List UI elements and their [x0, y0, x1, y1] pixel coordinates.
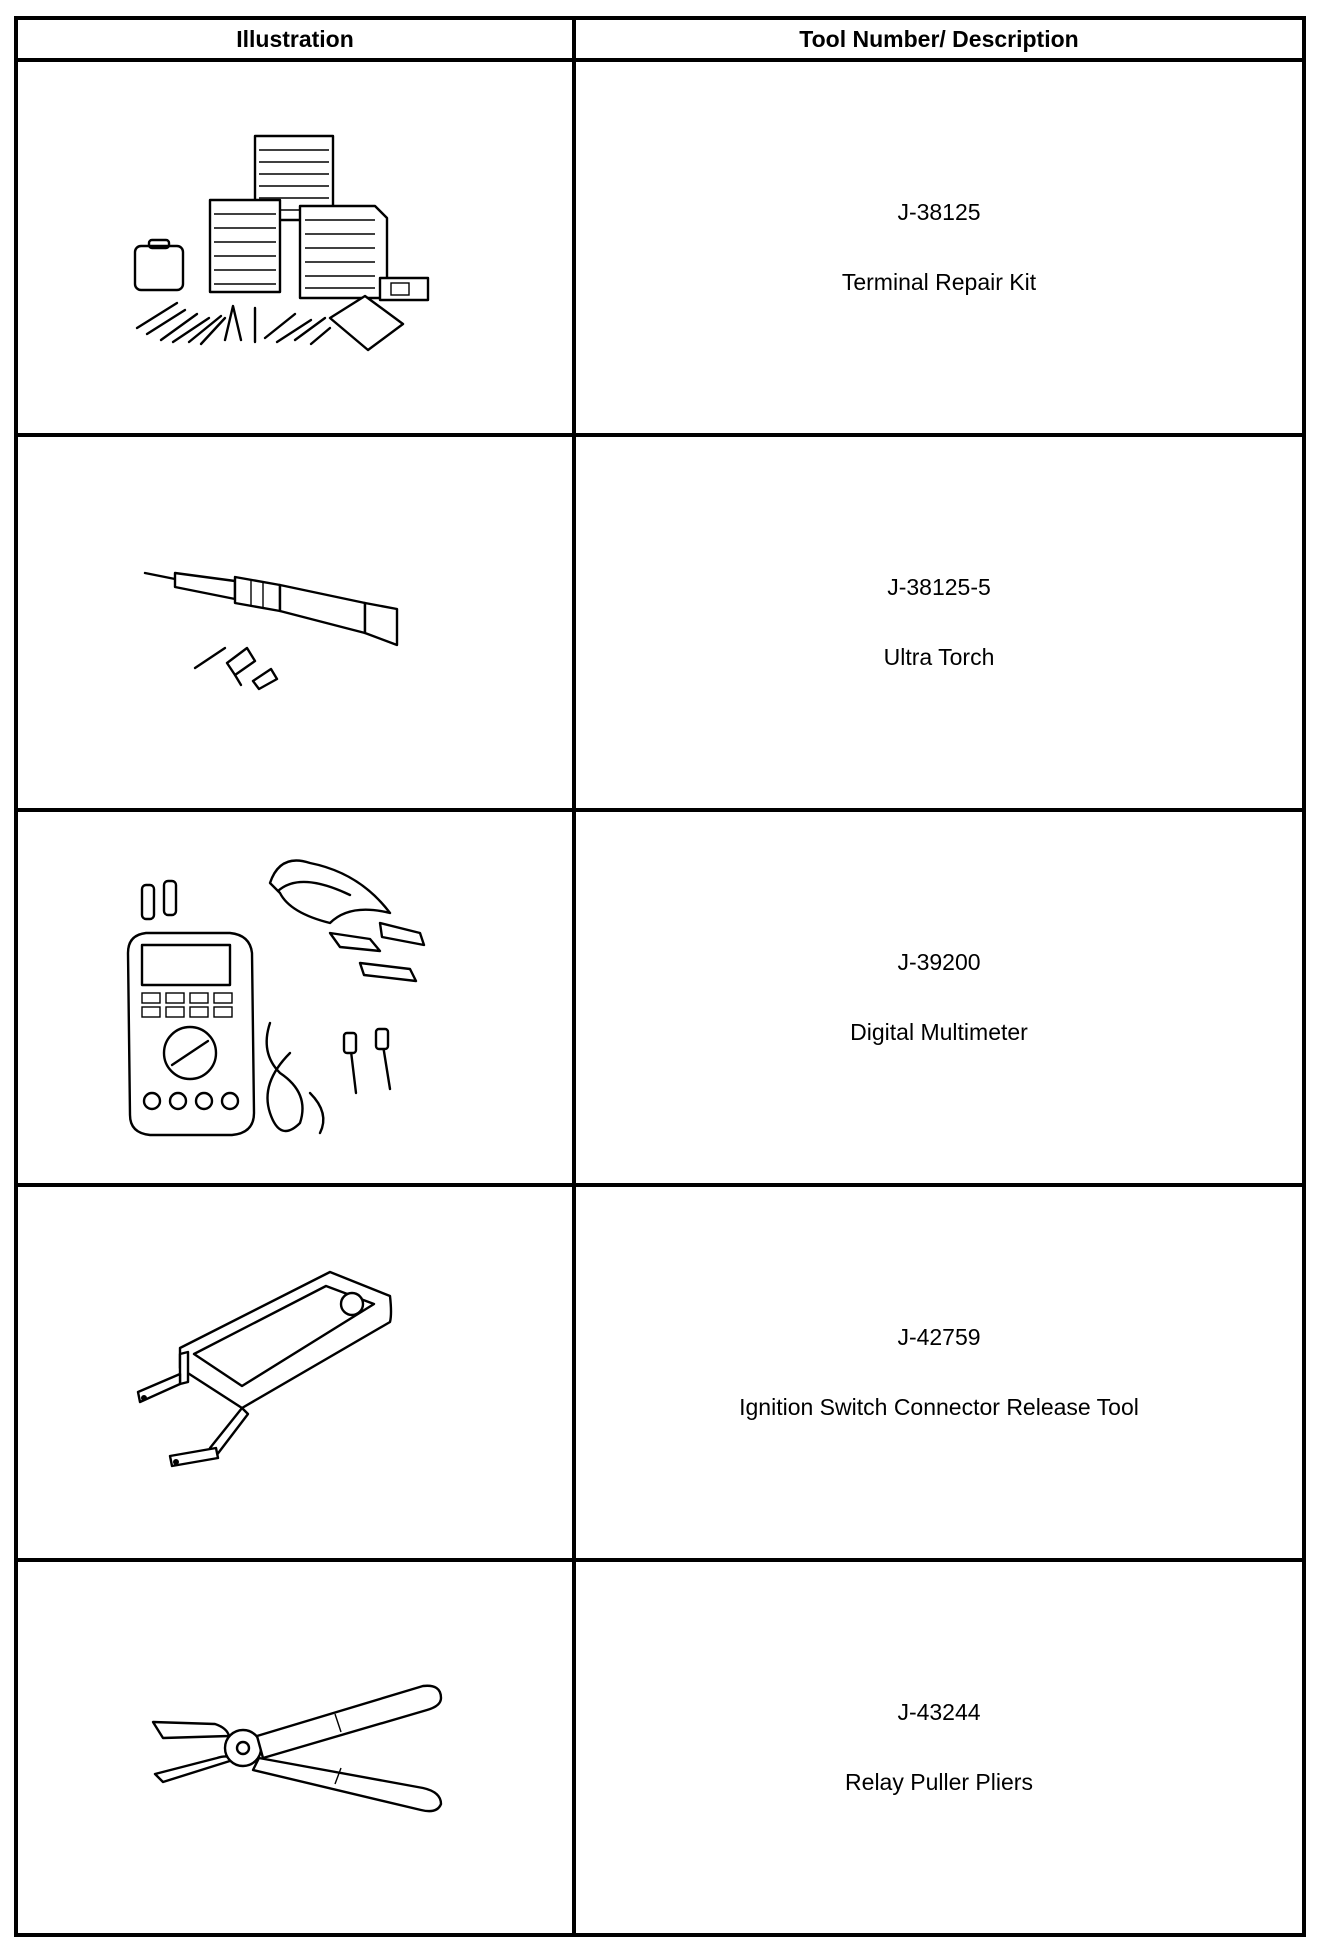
header-tool-description: Tool Number/ Description: [574, 18, 1304, 60]
tool-description: Ignition Switch Connector Release Tool: [739, 1394, 1139, 1420]
header-illustration: Illustration: [16, 18, 574, 60]
illustration-cell: [16, 810, 574, 1185]
terminal-repair-kit-illustration: [125, 128, 465, 368]
tool-description: Relay Puller Pliers: [845, 1769, 1033, 1795]
illustration-cell: [16, 435, 574, 810]
illustration-cell: [16, 1560, 574, 1935]
digital-multimeter-illustration: [120, 843, 470, 1153]
illustration-cell: [16, 1185, 574, 1560]
illustration-cell: [16, 60, 574, 435]
table-header-row: [16, 18, 1304, 60]
tool-number: J-39200: [897, 949, 981, 975]
tool-number: J-38125-5: [887, 574, 991, 600]
ultra-torch-illustration: [135, 533, 455, 713]
tool-info-cell: [574, 435, 1304, 810]
tool-info-cell: [574, 60, 1304, 435]
table-row: [16, 1560, 1304, 1935]
tool-description: Digital Multimeter: [850, 1019, 1028, 1045]
tool-info-cell: [574, 810, 1304, 1185]
tool-number: J-43244: [897, 1699, 981, 1725]
table-row: [16, 435, 1304, 810]
tool-number: J-38125: [897, 199, 981, 225]
tool-number: J-42759: [897, 1324, 981, 1350]
tool-info-cell: [574, 1185, 1304, 1560]
relay-puller-pliers-illustration: [145, 1658, 445, 1838]
special-tools-table: [14, 16, 1306, 1937]
tool-info-cell: [574, 1560, 1304, 1935]
tool-description: Terminal Repair Kit: [841, 269, 1037, 295]
release-tool-illustration: [130, 1258, 460, 1488]
table-row: [16, 810, 1304, 1185]
table-row: [16, 60, 1304, 435]
tool-description: Ultra Torch: [883, 644, 995, 670]
table-row: [16, 1185, 1304, 1560]
